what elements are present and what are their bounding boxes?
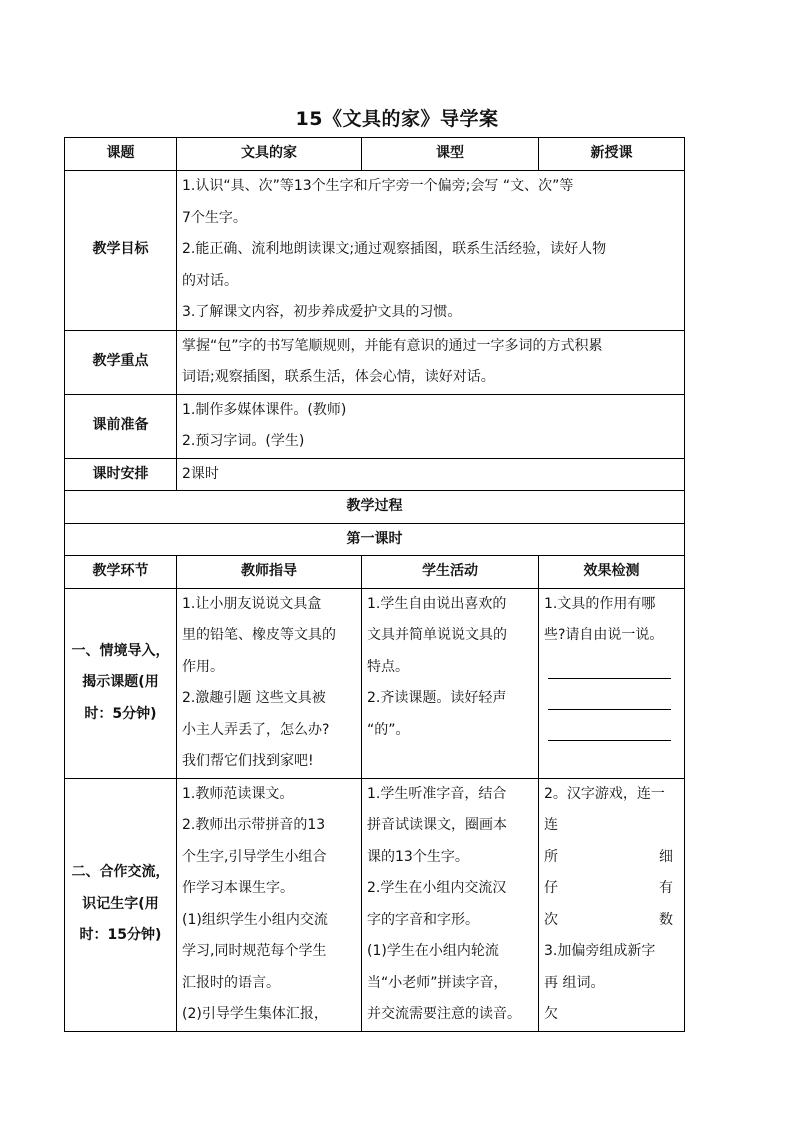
- student-activity: 1.学生自由说出喜欢的 文具并简单说说文具的 特点。 2.齐读课题。读好轻声 “的”。: [362, 588, 539, 778]
- match-pair[interactable]: 次 数: [544, 911, 673, 928]
- topic-value: 文具的家: [177, 138, 362, 171]
- stage-name: 二、合作交流， 识记生字(用 时：15分钟): [65, 778, 177, 1031]
- answer-blank[interactable]: [544, 652, 679, 683]
- student-activity: 1.学生听准字音，结合 拼音试读课文，圈画本 课的13个生字。 2.学生在小组内交流汉 字的字音和字形。 (1)学生在小组内轮流 当“小老师”拼读字音， 并交流需要注意的读音。: [362, 778, 539, 1031]
- type-label: 课型: [362, 138, 539, 171]
- column-header-student: 学生活动: [362, 556, 539, 589]
- column-header-row: [65, 556, 685, 589]
- type-value: 新授课: [539, 138, 685, 171]
- key-points-label: 教学重点: [65, 330, 177, 394]
- match-pair[interactable]: 所 细: [544, 848, 673, 865]
- document-title: 15《文具的家》导学案: [295, 108, 499, 130]
- header-row: [65, 138, 685, 171]
- objectives-label: 教学目标: [65, 170, 177, 330]
- process-title-row: [65, 491, 685, 524]
- objectives-row: [65, 170, 685, 330]
- objective-line: 3.了解课文内容，初步养成爱护文具的习惯。: [182, 304, 462, 321]
- objective-line: 的对话。: [182, 272, 238, 289]
- preparation-content: [177, 394, 685, 458]
- topic-label: 课题: [65, 138, 177, 171]
- lesson-title-row: [65, 523, 685, 556]
- objective-line: 7个生字。: [182, 209, 247, 226]
- answer-blank[interactable]: [544, 714, 679, 745]
- lesson-plan-table: [64, 137, 685, 1032]
- key-point-line: 掌握“包”字的书写笔顺规则，并能有意识的通过一字多词的方式积累: [182, 337, 603, 354]
- stage-row: [65, 778, 685, 1031]
- preparation-label: 课前准备: [65, 394, 177, 458]
- answer-blank[interactable]: [544, 683, 679, 714]
- schedule-label: 课时安排: [65, 458, 177, 491]
- objectives-content: [177, 170, 685, 330]
- column-header-stage: 教学环节: [65, 556, 177, 589]
- objective-line: 1.认识“具、次”等13个生字和斤字旁一个偏旁;会写 “文、次”等: [182, 178, 574, 195]
- key-points-row: [65, 330, 685, 394]
- teacher-guidance: 1.让小朋友说说文具盒 里的铅笔、橡皮等文具的 作用。 2.激趣引题 这些文具被 小主人弄丢了，怎么办? 我们帮它们找到家吧!: [177, 588, 362, 778]
- key-point-line: 词语;观察插图，联系生活，体会心情，读好对话。: [182, 369, 495, 385]
- match-pair[interactable]: 仔 有: [544, 880, 673, 896]
- column-header-teacher: 教师指导: [177, 556, 362, 589]
- objective-line: 2.能正确、流利地朗读课文;通过观察插图，联系生活经验，读好人物: [182, 241, 607, 258]
- stage-name: 一、情境导入， 揭示课题(用 时：5分钟): [65, 588, 177, 778]
- stage-row: [65, 588, 685, 778]
- lesson-title: 第一课时: [65, 523, 685, 556]
- effect-check: 2。汉字游戏，连一 连 所 细 仔 有 次 数 3.加偏旁组成新字 再 组词。 欠: [539, 778, 685, 1031]
- effect-check: 1.文具的作用有哪 些?请自由说一说。: [539, 588, 685, 778]
- schedule-value: 2课时: [177, 458, 685, 491]
- preparation-line: 1.制作多媒体课件。(教师): [182, 401, 347, 418]
- teacher-guidance: 1.教师范读课文。 2.教师出示带拼音的13 个生字,引导学生小组合 作学习本课生字。 (1)组织学生小组内交流 学习,同时规范每个学生 汇报时的语言。 (2)引导学生集体汇报，: [177, 778, 362, 1031]
- preparation-row: [65, 394, 685, 458]
- preparation-line: 2.预习字词。(学生): [182, 433, 305, 449]
- column-header-check: 效果检测: [539, 556, 685, 589]
- process-title: 教学过程: [65, 491, 685, 524]
- schedule-row: [65, 458, 685, 491]
- key-points-content: [177, 330, 685, 394]
